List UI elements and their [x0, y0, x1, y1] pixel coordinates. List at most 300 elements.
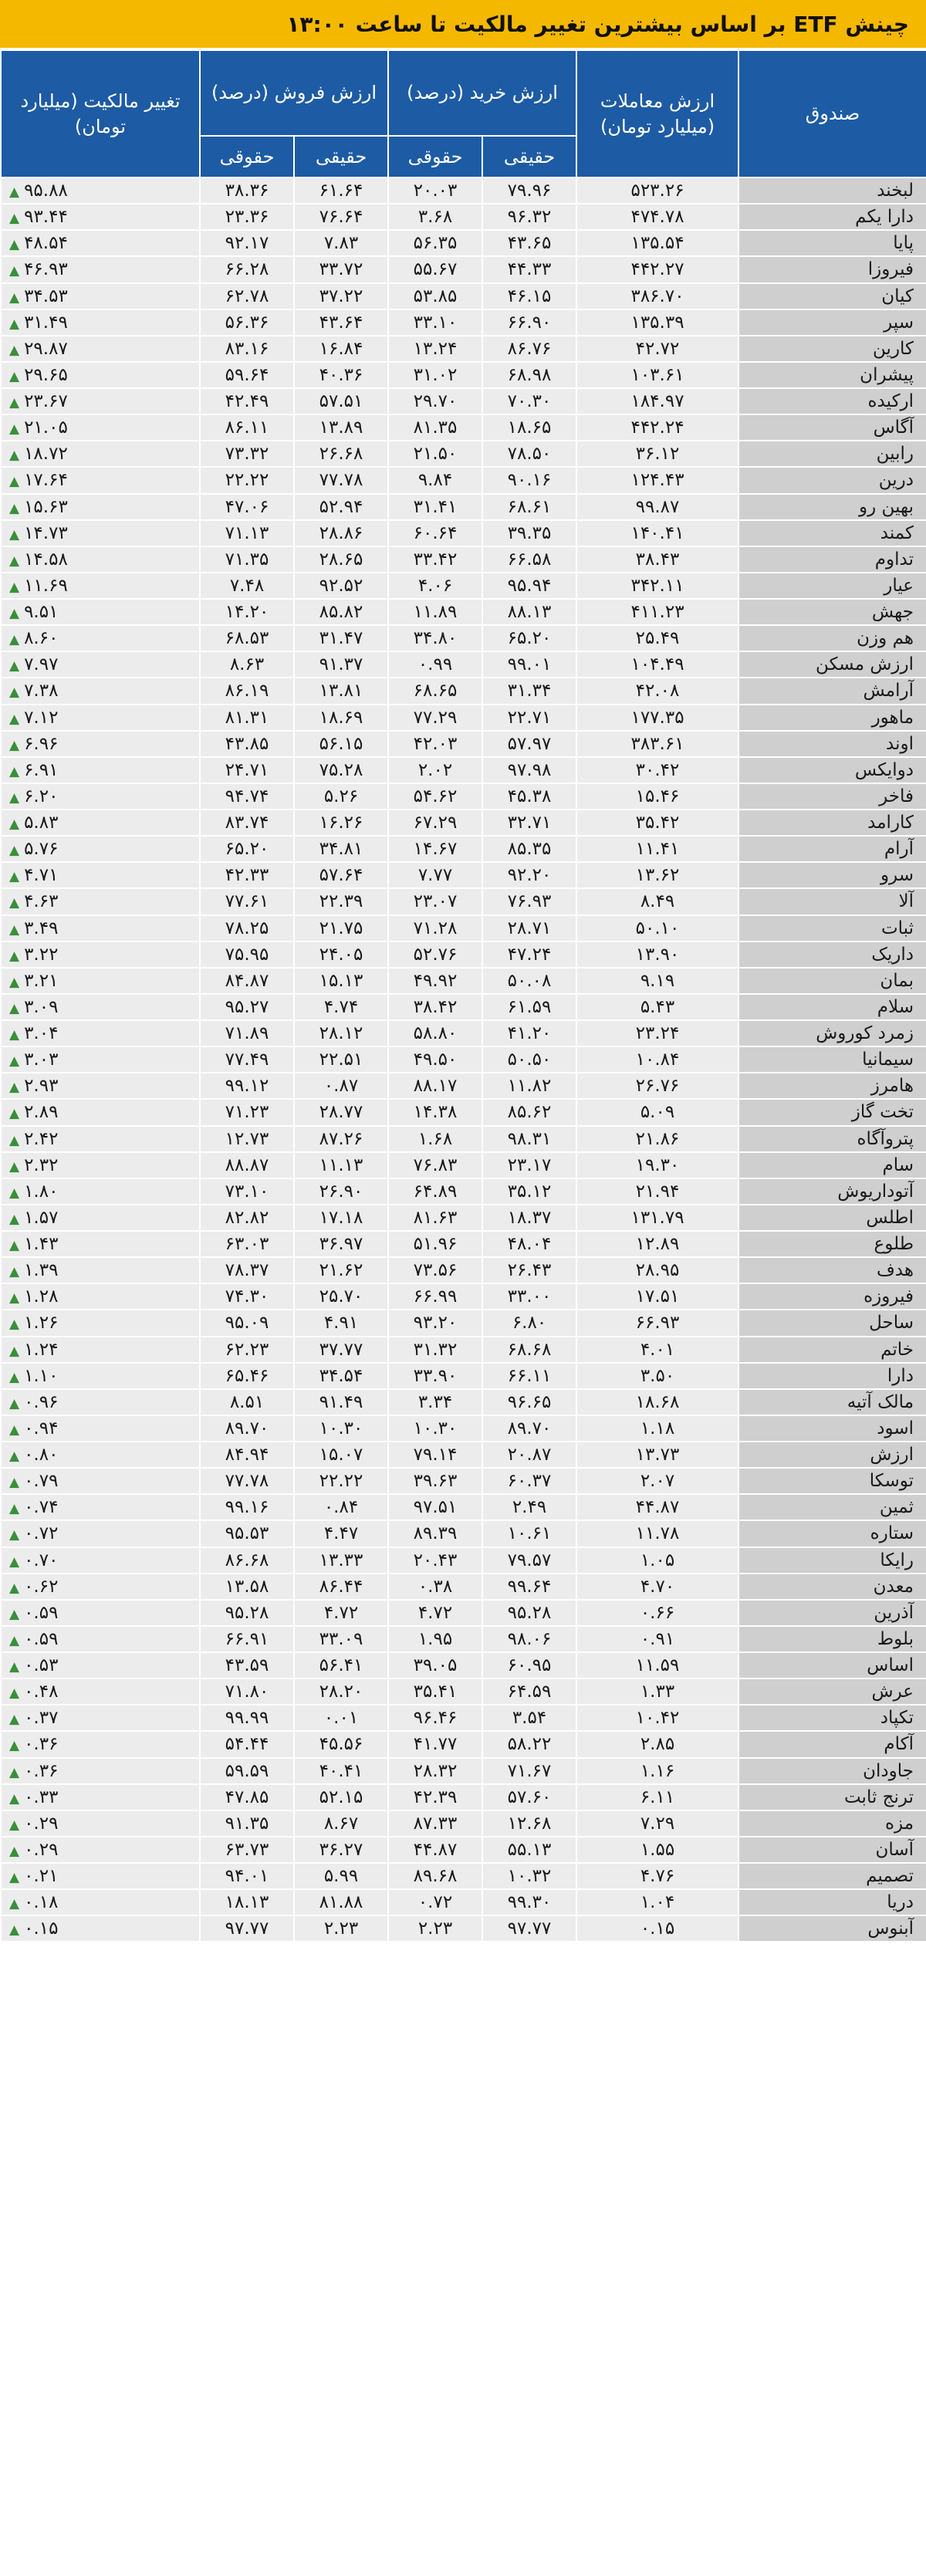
- buy-real-cell: ۹۰.۱۶: [482, 467, 576, 493]
- triangle-up-icon: ▲: [9, 316, 20, 332]
- ownership-change-value: ۲۳.۶۷: [24, 391, 68, 412]
- table-row: [1, 705, 926, 731]
- buy-legal-cell: ۷۶.۸۳: [388, 1152, 482, 1178]
- trade-value-cell: ۱.۰۵: [576, 1547, 738, 1574]
- sell-real-cell: ۵۷.۶۴: [294, 862, 388, 888]
- ownership-change-value: ۰.۹۶: [24, 1391, 59, 1412]
- fund-name-cell: سلام: [738, 994, 926, 1020]
- ownership-change-cell: [1, 1363, 200, 1389]
- fund-name-cell: عرش: [738, 1678, 926, 1705]
- ownership-change-value: ۶.۹۶: [24, 733, 59, 754]
- sell-legal-cell: ۱۸.۱۳: [200, 1889, 294, 1915]
- buy-legal-cell: ۴۲.۳۹: [388, 1784, 482, 1810]
- etf-table: [0, 49, 926, 1942]
- buy-real-cell: ۵۸.۲۲: [482, 1731, 576, 1757]
- sell-real-cell: ۴۵.۵۶: [294, 1731, 388, 1757]
- sell-legal-cell: ۷.۴۸: [200, 573, 294, 599]
- table-row: [1, 1178, 926, 1205]
- sell-real-cell: ۰.۸۴: [294, 1494, 388, 1520]
- table-row: [1, 309, 926, 336]
- buy-real-cell: ۸۵.۶۲: [482, 1099, 576, 1125]
- table-row: [1, 1073, 926, 1099]
- trade-value-cell: ۴۱۱.۲۳: [576, 599, 738, 625]
- triangle-up-icon: ▲: [9, 1449, 20, 1465]
- ownership-change-value: ۸.۶۰: [24, 628, 59, 649]
- trade-value-cell: ۲۳.۲۴: [576, 1020, 738, 1046]
- table-row: [1, 1257, 926, 1283]
- ownership-change-cell: [1, 1574, 200, 1600]
- triangle-up-icon: ▲: [9, 632, 20, 648]
- buy-real-cell: ۳۹.۳۵: [482, 520, 576, 546]
- ownership-change-cell: [1, 204, 200, 230]
- table-row: [1, 941, 926, 968]
- sell-real-cell: ۲۸.۷۷: [294, 1099, 388, 1125]
- fund-name-cell: سرو: [738, 862, 926, 888]
- trade-value-cell: ۱۳.۷۳: [576, 1442, 738, 1468]
- sell-real-cell: ۷۶.۶۴: [294, 204, 388, 230]
- ownership-change-value: ۱۸.۷۲: [24, 444, 68, 465]
- ownership-change-cell: [1, 1678, 200, 1705]
- ownership-change-cell: [1, 915, 200, 941]
- table-body: [1, 177, 926, 1942]
- table-row: [1, 1442, 926, 1468]
- buy-real-cell: ۴۱.۲۰: [482, 1020, 576, 1046]
- table-row: [1, 362, 926, 388]
- sell-real-cell: ۳۶.۹۷: [294, 1231, 388, 1257]
- fund-name-cell: هم وزن: [738, 625, 926, 651]
- buy-real-cell: ۶۵.۲۰: [482, 625, 576, 651]
- buy-legal-cell: ۹۳.۲۰: [388, 1310, 482, 1336]
- buy-real-cell: ۹۶.۳۲: [482, 204, 576, 230]
- buy-legal-cell: ۱.۶۸: [388, 1126, 482, 1152]
- sell-legal-cell: ۷۵.۹۵: [200, 941, 294, 968]
- buy-legal-cell: ۸۸.۱۷: [388, 1073, 482, 1099]
- sell-legal-cell: ۸۳.۱۶: [200, 336, 294, 362]
- triangle-up-icon: ▲: [9, 1922, 20, 1939]
- header-sell-real: حقیقی: [294, 136, 388, 177]
- sell-legal-cell: ۹۱.۳۵: [200, 1810, 294, 1837]
- sell-legal-cell: ۹۴.۷۴: [200, 783, 294, 810]
- buy-real-cell: ۶۸.۶۸: [482, 1337, 576, 1363]
- sell-legal-cell: ۷۱.۱۳: [200, 520, 294, 546]
- triangle-up-icon: ▲: [9, 1843, 20, 1859]
- fund-name-cell: جاودان: [738, 1758, 926, 1784]
- buy-legal-cell: ۷۷.۲۹: [388, 705, 482, 731]
- trade-value-cell: ۳۴۲.۱۱: [576, 573, 738, 599]
- fund-name-cell: زمرد کوروش: [738, 1020, 926, 1046]
- table-row: [1, 388, 926, 414]
- sell-legal-cell: ۶۸.۵۳: [200, 625, 294, 651]
- table-row: [1, 1520, 926, 1547]
- header-buy-value: ارزش خرید (درصد): [388, 50, 576, 136]
- sell-legal-cell: ۹۹.۱۲: [200, 1073, 294, 1099]
- fund-name-cell: فاخر: [738, 783, 926, 810]
- triangle-up-icon: ▲: [9, 1896, 20, 1912]
- table-row: [1, 1652, 926, 1678]
- buy-real-cell: ۳۳.۰۰: [482, 1283, 576, 1310]
- buy-legal-cell: ۵۵.۶۷: [388, 256, 482, 282]
- table-row: [1, 230, 926, 256]
- fund-name-cell: عیار: [738, 573, 926, 599]
- triangle-up-icon: ▲: [9, 1290, 20, 1307]
- table-row: [1, 414, 926, 441]
- sell-real-cell: ۴.۷۴: [294, 994, 388, 1020]
- buy-legal-cell: ۶۸.۶۵: [388, 678, 482, 704]
- ownership-change-value: ۴.۶۳: [24, 891, 59, 912]
- buy-legal-cell: ۴.۰۶: [388, 573, 482, 599]
- fund-name-cell: تداوم: [738, 546, 926, 573]
- fund-name-cell: ثمین: [738, 1494, 926, 1520]
- table-row: [1, 336, 926, 362]
- sell-real-cell: ۲.۲۳: [294, 1915, 388, 1942]
- triangle-up-icon: ▲: [9, 1422, 20, 1438]
- buy-legal-cell: ۶۶.۹۹: [388, 1283, 482, 1310]
- trade-value-cell: ۶.۱۱: [576, 1784, 738, 1810]
- sell-real-cell: ۱۱.۱۳: [294, 1152, 388, 1178]
- ownership-change-value: ۲۹.۸۷: [24, 338, 68, 359]
- buy-real-cell: ۵۷.۶۰: [482, 1784, 576, 1810]
- fund-name-cell: سام: [738, 1152, 926, 1178]
- ownership-change-value: ۰.۷۹: [24, 1471, 59, 1492]
- buy-real-cell: ۹۹.۰۱: [482, 651, 576, 678]
- fund-name-cell: تکپاد: [738, 1705, 926, 1731]
- ownership-change-cell: [1, 599, 200, 625]
- ownership-change-value: ۲.۳۲: [24, 1154, 59, 1175]
- buy-real-cell: ۱۰.۳۲: [482, 1863, 576, 1889]
- triangle-up-icon: ▲: [9, 1158, 20, 1175]
- ownership-change-cell: [1, 283, 200, 309]
- triangle-up-icon: ▲: [9, 1685, 20, 1702]
- sell-legal-cell: ۱۳.۵۸: [200, 1574, 294, 1600]
- buy-real-cell: ۳۵.۱۲: [482, 1178, 576, 1205]
- trade-value-cell: ۱.۰۴: [576, 1889, 738, 1915]
- triangle-up-icon: ▲: [9, 1659, 20, 1675]
- ownership-change-cell: [1, 1152, 200, 1178]
- ownership-change-cell: [1, 467, 200, 493]
- triangle-up-icon: ▲: [9, 1238, 20, 1254]
- triangle-up-icon: ▲: [9, 1632, 20, 1648]
- table-row: [1, 494, 926, 520]
- ownership-change-value: ۶.۲۰: [24, 786, 59, 806]
- buy-real-cell: ۹۹.۳۰: [482, 1889, 576, 1915]
- sell-legal-cell: ۸۹.۷۰: [200, 1415, 294, 1442]
- ownership-change-cell: [1, 1205, 200, 1231]
- trade-value-cell: ۹.۱۹: [576, 968, 738, 994]
- trade-value-cell: ۱۱.۵۹: [576, 1652, 738, 1678]
- sell-legal-cell: ۸.۵۱: [200, 1389, 294, 1415]
- triangle-up-icon: ▲: [9, 843, 20, 859]
- trade-value-cell: ۱.۱۶: [576, 1758, 738, 1784]
- table-row: [1, 1574, 926, 1600]
- triangle-up-icon: ▲: [9, 737, 20, 753]
- ownership-change-cell: [1, 731, 200, 757]
- table-row: [1, 1126, 926, 1152]
- trade-value-cell: ۴۲.۷۲: [576, 336, 738, 362]
- trade-value-cell: ۳۸۳.۶۱: [576, 731, 738, 757]
- triangle-up-icon: ▲: [9, 869, 20, 885]
- fund-name-cell: آتوداریوش: [738, 1178, 926, 1205]
- table-row: [1, 1468, 926, 1494]
- ownership-change-value: ۴۶.۹۳: [24, 259, 68, 280]
- triangle-up-icon: ▲: [9, 1527, 20, 1543]
- sell-real-cell: ۲۶.۶۸: [294, 441, 388, 467]
- sell-real-cell: ۴۳.۶۴: [294, 309, 388, 336]
- ownership-change-value: ۵.۸۳: [24, 813, 59, 833]
- sell-legal-cell: ۷۴.۳۰: [200, 1283, 294, 1310]
- table-row: [1, 1678, 926, 1705]
- trade-value-cell: ۱۷۷.۳۵: [576, 705, 738, 731]
- triangle-up-icon: ▲: [9, 606, 20, 622]
- triangle-up-icon: ▲: [9, 1395, 20, 1411]
- table-row: [1, 1915, 926, 1942]
- ownership-change-value: ۰.۳۶: [24, 1760, 59, 1781]
- buy-real-cell: ۲۲.۷۱: [482, 705, 576, 731]
- sell-legal-cell: ۲۲.۲۲: [200, 467, 294, 493]
- buy-legal-cell: ۶۰.۶۴: [388, 520, 482, 546]
- table-row: [1, 757, 926, 783]
- triangle-up-icon: ▲: [9, 579, 20, 595]
- trade-value-cell: ۲۱.۸۶: [576, 1126, 738, 1152]
- sell-legal-cell: ۹۵.۰۹: [200, 1310, 294, 1336]
- buy-real-cell: ۷۹.۹۶: [482, 177, 576, 204]
- table-row: [1, 731, 926, 757]
- buy-real-cell: ۸۸.۱۳: [482, 599, 576, 625]
- ownership-change-cell: [1, 1099, 200, 1125]
- sell-legal-cell: ۷۱.۲۳: [200, 1099, 294, 1125]
- sell-real-cell: ۸۶.۴۴: [294, 1574, 388, 1600]
- ownership-change-cell: [1, 1389, 200, 1415]
- table-row: [1, 520, 926, 546]
- trade-value-cell: ۲.۸۵: [576, 1731, 738, 1757]
- fund-name-cell: بلوط: [738, 1626, 926, 1652]
- fund-name-cell: معدن: [738, 1574, 926, 1600]
- table-row: [1, 1731, 926, 1757]
- triangle-up-icon: ▲: [9, 711, 20, 727]
- sell-legal-cell: ۲۴.۷۱: [200, 757, 294, 783]
- ownership-change-value: ۰.۳۷: [24, 1708, 59, 1729]
- table-row: [1, 968, 926, 994]
- trade-value-cell: ۴.۷۰: [576, 1574, 738, 1600]
- buy-real-cell: ۲۸.۷۱: [482, 915, 576, 941]
- ownership-change-value: ۲۹.۶۵: [24, 364, 68, 385]
- fund-name-cell: اطلس: [738, 1205, 926, 1231]
- table-row: [1, 1363, 926, 1389]
- triangle-up-icon: ▲: [9, 263, 20, 279]
- buy-legal-cell: ۷۳.۵۶: [388, 1257, 482, 1283]
- buy-legal-cell: ۳۹.۶۳: [388, 1468, 482, 1494]
- buy-real-cell: ۵۷.۹۷: [482, 731, 576, 757]
- sell-legal-cell: ۱۲.۷۳: [200, 1126, 294, 1152]
- trade-value-cell: ۴۷۴.۷۸: [576, 204, 738, 230]
- buy-legal-cell: ۱۰.۳۰: [388, 1415, 482, 1442]
- trade-value-cell: ۳۸۶.۷۰: [576, 283, 738, 309]
- buy-legal-cell: ۸۹.۳۹: [388, 1520, 482, 1547]
- buy-real-cell: ۹۶.۶۵: [482, 1389, 576, 1415]
- sell-legal-cell: ۹۹.۹۹: [200, 1705, 294, 1731]
- sell-legal-cell: ۷۷.۴۹: [200, 1046, 294, 1073]
- table-row: [1, 1889, 926, 1915]
- buy-legal-cell: ۲۱.۵۰: [388, 441, 482, 467]
- table-row: [1, 1758, 926, 1784]
- trade-value-cell: ۱۰۳.۶۱: [576, 362, 738, 388]
- table-row: [1, 915, 926, 941]
- ownership-change-value: ۰.۶۲: [24, 1576, 59, 1597]
- buy-real-cell: ۹۵.۲۸: [482, 1600, 576, 1626]
- trade-value-cell: ۱۲.۸۹: [576, 1231, 738, 1257]
- ownership-change-cell: [1, 1126, 200, 1152]
- sell-legal-cell: ۷۷.۶۱: [200, 888, 294, 914]
- sell-real-cell: ۱۶.۲۶: [294, 810, 388, 836]
- sell-real-cell: ۲۱.۶۲: [294, 1257, 388, 1283]
- table-row: [1, 1547, 926, 1574]
- fund-name-cell: سیمانیا: [738, 1046, 926, 1073]
- sell-real-cell: ۵۲.۹۴: [294, 494, 388, 520]
- sell-real-cell: ۱۰.۳۰: [294, 1415, 388, 1442]
- ownership-change-value: ۲.۹۳: [24, 1076, 59, 1097]
- trade-value-cell: ۱۰۴.۴۹: [576, 651, 738, 678]
- buy-real-cell: ۲۰.۸۷: [482, 1442, 576, 1468]
- sell-legal-cell: ۸۸.۸۷: [200, 1152, 294, 1178]
- ownership-change-value: ۰.۳۶: [24, 1734, 59, 1755]
- trade-value-cell: ۳۰.۴۲: [576, 757, 738, 783]
- table-row: [1, 888, 926, 914]
- fund-name-cell: فیروزا: [738, 256, 926, 282]
- buy-real-cell: ۷۸.۵۰: [482, 441, 576, 467]
- sell-real-cell: ۱۶.۸۴: [294, 336, 388, 362]
- buy-real-cell: ۷۱.۶۷: [482, 1758, 576, 1784]
- buy-real-cell: ۹۹.۶۴: [482, 1574, 576, 1600]
- ownership-change-cell: [1, 651, 200, 678]
- buy-legal-cell: ۵۶.۳۵: [388, 230, 482, 256]
- sell-real-cell: ۱۵.۱۳: [294, 968, 388, 994]
- ownership-change-cell: [1, 1020, 200, 1046]
- ownership-change-cell: [1, 1178, 200, 1205]
- trade-value-cell: ۱۳۵.۵۴: [576, 230, 738, 256]
- triangle-up-icon: ▲: [9, 211, 20, 227]
- sell-legal-cell: ۴۳.۸۵: [200, 731, 294, 757]
- buy-legal-cell: ۶۷.۲۹: [388, 810, 482, 836]
- sell-legal-cell: ۹۴.۰۱: [200, 1863, 294, 1889]
- sell-legal-cell: ۹۵.۲۸: [200, 1600, 294, 1626]
- buy-legal-cell: ۳۳.۹۰: [388, 1363, 482, 1389]
- ownership-change-value: ۱.۸۰: [24, 1181, 59, 1202]
- table-row: [1, 1283, 926, 1310]
- buy-real-cell: ۹۷.۷۷: [482, 1915, 576, 1942]
- buy-legal-cell: ۹.۸۴: [388, 467, 482, 493]
- header-sell-value: ارزش فروش (درصد): [200, 50, 388, 136]
- buy-legal-cell: ۲۳.۰۷: [388, 888, 482, 914]
- ownership-change-value: ۲۱.۰۵: [24, 418, 68, 438]
- triangle-up-icon: ▲: [9, 342, 20, 358]
- triangle-up-icon: ▲: [9, 395, 20, 411]
- triangle-up-icon: ▲: [9, 1870, 20, 1886]
- buy-legal-cell: ۷۹.۱۴: [388, 1442, 482, 1468]
- triangle-up-icon: ▲: [9, 1606, 20, 1622]
- sell-real-cell: ۹۲.۵۲: [294, 573, 388, 599]
- sell-legal-cell: ۹۹.۱۶: [200, 1494, 294, 1520]
- fund-name-cell: آرامش: [738, 678, 926, 704]
- buy-legal-cell: ۰.۳۸: [388, 1574, 482, 1600]
- fund-name-cell: آبنوس: [738, 1915, 926, 1942]
- table-row: [1, 1494, 926, 1520]
- sell-legal-cell: ۸۴.۹۴: [200, 1442, 294, 1468]
- ownership-change-value: ۰.۲۹: [24, 1813, 59, 1834]
- sell-legal-cell: ۶۳.۰۳: [200, 1231, 294, 1257]
- sell-real-cell: ۳۳.۷۲: [294, 256, 388, 282]
- table-row: [1, 1784, 926, 1810]
- header-sell-legal: حقوقی: [200, 136, 294, 177]
- buy-legal-cell: ۴۲.۰۳: [388, 731, 482, 757]
- table-row: [1, 1231, 926, 1257]
- sell-real-cell: ۲۸.۲۰: [294, 1678, 388, 1705]
- buy-legal-cell: ۰.۹۹: [388, 651, 482, 678]
- fund-name-cell: اسود: [738, 1415, 926, 1442]
- ownership-change-value: ۰.۲۹: [24, 1839, 59, 1860]
- triangle-up-icon: ▲: [9, 1712, 20, 1728]
- trade-value-cell: ۱۸.۶۸: [576, 1389, 738, 1415]
- trade-value-cell: ۱۳۵.۳۹: [576, 309, 738, 336]
- buy-legal-cell: ۴۱.۷۷: [388, 1731, 482, 1757]
- fund-name-cell: پایا: [738, 230, 926, 256]
- ownership-change-cell: [1, 994, 200, 1020]
- sell-legal-cell: ۸۱.۳۱: [200, 705, 294, 731]
- ownership-change-cell: [1, 1810, 200, 1837]
- buy-legal-cell: ۲۸.۳۲: [388, 1758, 482, 1784]
- buy-legal-cell: ۴.۷۲: [388, 1600, 482, 1626]
- sell-legal-cell: ۱۴.۲۰: [200, 599, 294, 625]
- sell-real-cell: ۲۴.۰۵: [294, 941, 388, 968]
- ownership-change-value: ۱۴.۵۸: [24, 549, 68, 570]
- fund-name-cell: ثبات: [738, 915, 926, 941]
- ownership-change-cell: [1, 256, 200, 282]
- table-row: [1, 1810, 926, 1837]
- fund-name-cell: ماهور: [738, 705, 926, 731]
- trade-value-cell: ۵۲۳.۲۶: [576, 177, 738, 204]
- ownership-change-cell: [1, 1547, 200, 1574]
- triangle-up-icon: ▲: [9, 974, 20, 990]
- trade-value-cell: ۱.۵۵: [576, 1837, 738, 1863]
- fund-name-cell: اساس: [738, 1652, 926, 1678]
- ownership-change-cell: [1, 836, 200, 862]
- trade-value-cell: ۳۵.۴۲: [576, 810, 738, 836]
- ownership-change-cell: [1, 1468, 200, 1494]
- table-row: [1, 1099, 926, 1125]
- ownership-change-cell: [1, 757, 200, 783]
- sell-legal-cell: ۵۹.۵۹: [200, 1758, 294, 1784]
- trade-value-cell: ۱۰.۴۲: [576, 1705, 738, 1731]
- sell-legal-cell: ۴۷.۰۶: [200, 494, 294, 520]
- buy-legal-cell: ۳۵.۴۱: [388, 1678, 482, 1705]
- ownership-change-cell: [1, 336, 200, 362]
- ownership-change-cell: [1, 1337, 200, 1363]
- ownership-change-cell: [1, 546, 200, 573]
- buy-real-cell: ۴۶.۱۵: [482, 283, 576, 309]
- fund-name-cell: دوایکس: [738, 757, 926, 783]
- buy-legal-cell: ۷.۷۷: [388, 862, 482, 888]
- buy-real-cell: ۱۸.۶۵: [482, 414, 576, 441]
- fund-name-cell: کارین: [738, 336, 926, 362]
- fund-name-cell: طلوع: [738, 1231, 926, 1257]
- sell-legal-cell: ۶۳.۷۳: [200, 1837, 294, 1863]
- sell-real-cell: ۴۰.۴۱: [294, 1758, 388, 1784]
- buy-real-cell: ۳۱.۳۴: [482, 678, 576, 704]
- sell-legal-cell: ۵۴.۴۴: [200, 1731, 294, 1757]
- sell-real-cell: ۴.۷۲: [294, 1600, 388, 1626]
- table-row: [1, 599, 926, 625]
- table-row: [1, 678, 926, 704]
- triangle-up-icon: ▲: [9, 921, 20, 938]
- fund-name-cell: بهین رو: [738, 494, 926, 520]
